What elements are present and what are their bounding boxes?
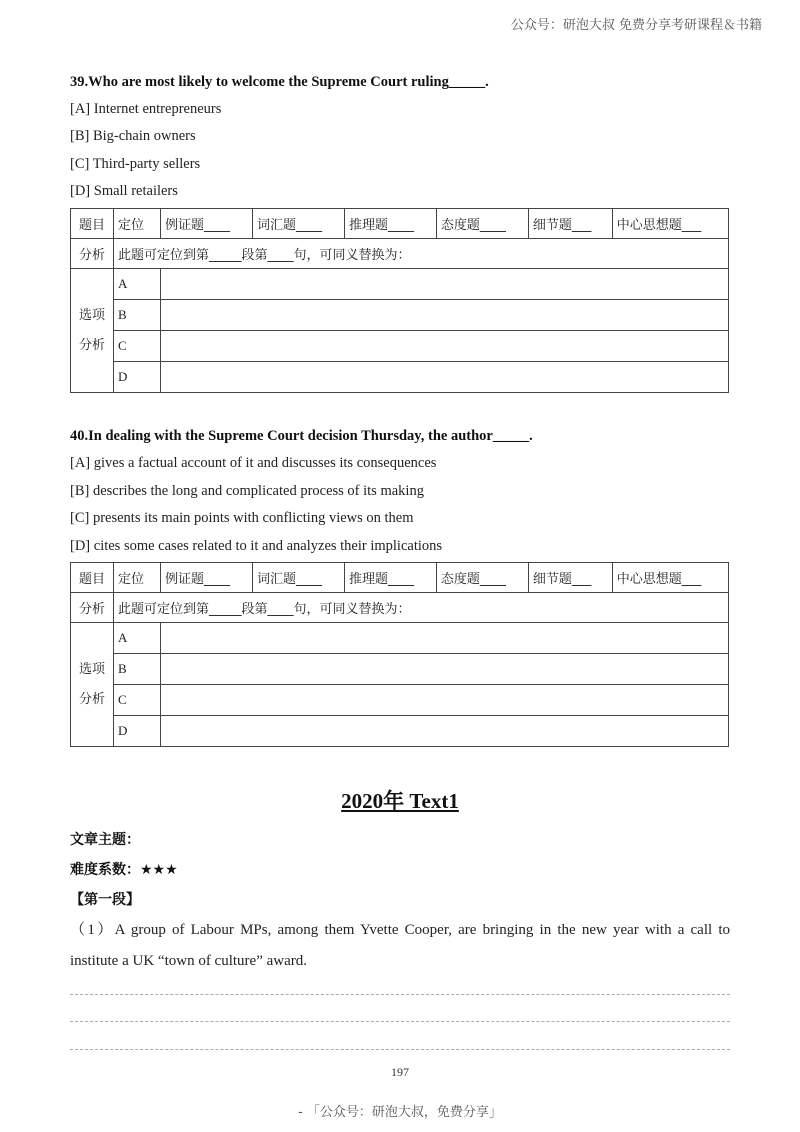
option-letter-b: B: [114, 300, 161, 331]
footer-watermark: - 「公众号：研泡大叔，免费分享」: [298, 1105, 502, 1120]
locate-line: 此题可定位到第_____段第____句，可同义替换为：: [114, 239, 729, 269]
option-b-answer-cell[interactable]: [161, 654, 729, 685]
option-analysis-label: [71, 269, 114, 393]
category-example: 例证题____: [161, 209, 253, 239]
question-40-option-c: [C] presents its main points with conflicting views on them: [70, 510, 414, 526]
answer-line-3[interactable]: [70, 1049, 730, 1050]
option-d-answer-cell[interactable]: [161, 716, 729, 747]
paragraph-sentence-1: （1）A group of Labour MPs, among them Yvette Cooper, are bringing in the new year with a call to institute a UK “town of culture” award.: [70, 922, 730, 969]
option-b-answer-cell[interactable]: [161, 300, 729, 331]
question-40-option-a: [A] gives a factual account of it and discusses its consequences: [70, 455, 437, 471]
option-letter-d: D: [114, 362, 161, 393]
category-inference: 推理题____: [344, 563, 436, 593]
category-vocab: 词汇题____: [252, 563, 344, 593]
table-label-topic: 题目: [71, 209, 114, 239]
option-label-bottom: 分析: [78, 691, 105, 707]
option-a-answer-cell[interactable]: [161, 623, 729, 654]
option-letter-c: C: [114, 685, 161, 716]
option-letter-a: A: [114, 623, 161, 654]
category-inference: 推理题____: [344, 209, 436, 239]
option-label-top: 选项: [78, 307, 105, 323]
question-39-option-c: [C] Third-party sellers: [70, 156, 201, 172]
option-a-answer-cell[interactable]: [161, 269, 729, 300]
option-analysis-label: [71, 623, 114, 747]
option-letter-c: C: [114, 331, 161, 362]
category-locate: 定位: [114, 563, 161, 593]
category-main-idea: 中心思想题___: [612, 563, 728, 593]
question-40-analysis-table: [70, 562, 729, 747]
paragraph-label: 【第一段】: [70, 892, 140, 908]
option-letter-a: A: [114, 269, 161, 300]
answer-line-1[interactable]: [70, 994, 730, 995]
category-locate: 定位: [114, 209, 161, 239]
category-detail: 细节题___: [528, 563, 612, 593]
option-label-top: 选项: [78, 661, 105, 677]
question-40-option-b: [B] describes the long and complicated process of its making: [70, 483, 424, 499]
table-label-topic: 题目: [71, 563, 114, 593]
question-39-title: 39.Who are most likely to welcome the Supreme Court ruling_____.: [70, 74, 489, 90]
section-title: 2020年 Text1: [341, 789, 459, 813]
question-39-option-a: [A] Internet entrepreneurs: [70, 101, 222, 117]
option-c-answer-cell[interactable]: [161, 685, 729, 716]
article-theme-label: 文章主题：: [70, 832, 140, 848]
table-label-analysis: 分析: [71, 239, 114, 269]
option-label-bottom: 分析: [78, 337, 105, 353]
option-d-answer-cell[interactable]: [161, 362, 729, 393]
category-detail: 细节题___: [528, 209, 612, 239]
question-39-option-d: [D] Small retailers: [70, 183, 178, 199]
category-example: 例证题____: [161, 563, 253, 593]
question-39-option-b: [B] Big-chain owners: [70, 128, 196, 144]
locate-line: 此题可定位到第_____段第____句，可同义替换为：: [114, 593, 729, 623]
table-label-analysis: 分析: [71, 593, 114, 623]
question-40-title: 40.In dealing with the Supreme Court decision Thursday, the author_____.: [70, 428, 533, 444]
question-40-option-d: [D] cites some cases related to it and analyzes their implications: [70, 538, 443, 554]
category-attitude: 态度题____: [436, 563, 528, 593]
answer-line-2[interactable]: [70, 1021, 730, 1022]
option-c-answer-cell[interactable]: [161, 331, 729, 362]
difficulty-label: 难度系数：★★★: [70, 862, 178, 878]
page-number: 197: [391, 1065, 409, 1079]
option-letter-d: D: [114, 716, 161, 747]
option-letter-b: B: [114, 654, 161, 685]
category-attitude: 态度题____: [436, 209, 528, 239]
header-watermark: 公众号：研泡大叔 免费分享考研课程＆书籍: [510, 18, 762, 33]
category-vocab: 词汇题____: [252, 209, 344, 239]
category-main-idea: 中心思想题___: [612, 209, 728, 239]
question-39-analysis-table: [70, 208, 729, 393]
